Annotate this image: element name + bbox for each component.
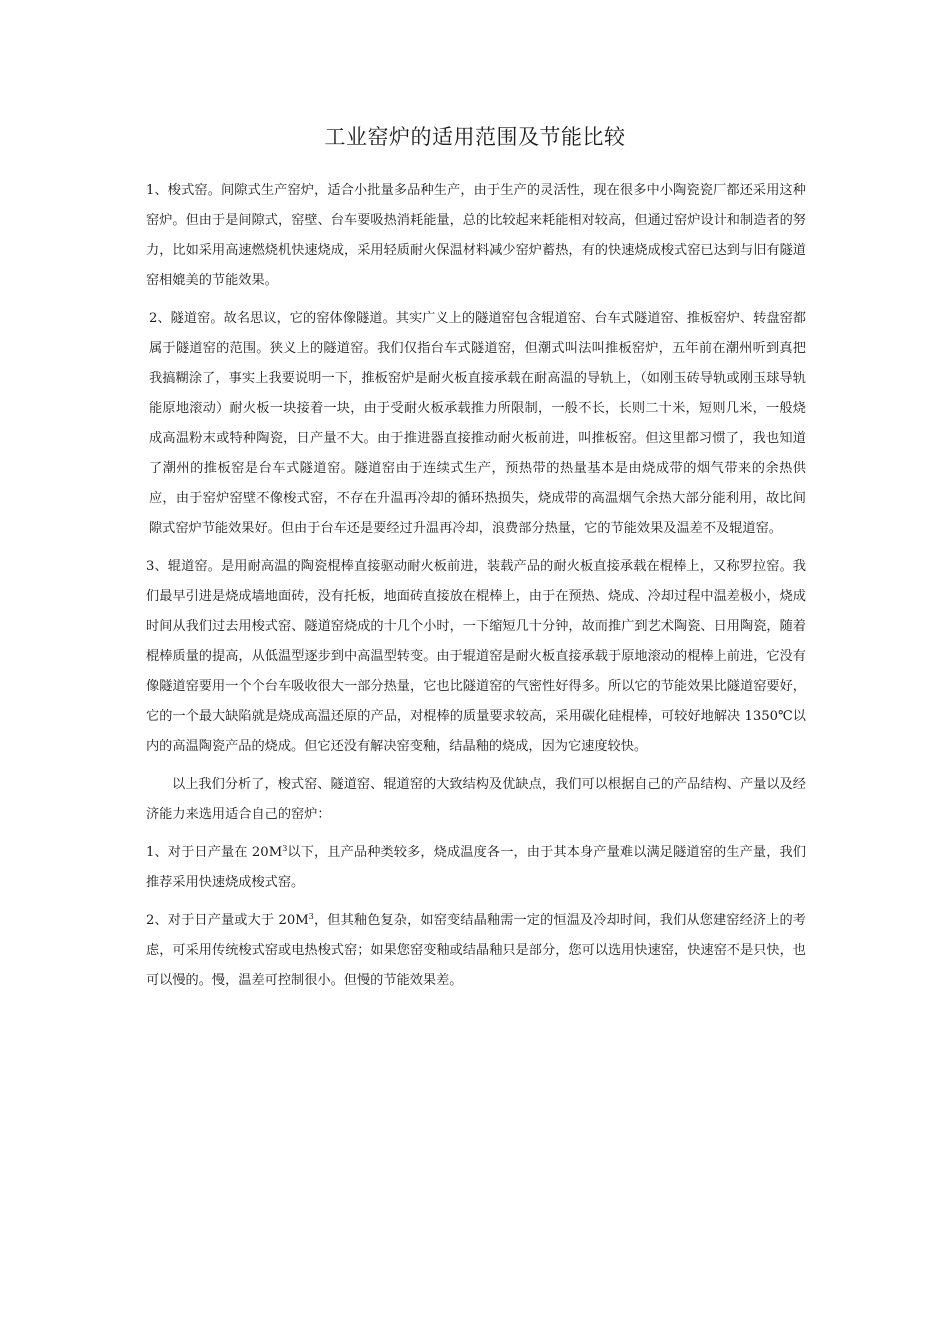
recommendation-1-sup: 3 [282,844,288,853]
recommendation-2-sup: 3 [308,912,314,921]
paragraph-roller-kiln: 3、辊道窑。是用耐高温的陶瓷棍棒直接驱动耐火板前进，装载产品的耐火板直接承载在棍棒上，又称罗拉窑。我们最早引进是烧成墙地面砖，没有托板，地面砖直接放在棍棒上，由于在预热、烧成、冷却过程中温差极小，烧成时间从我们过去用梭式窑、隧道窑烧成的十几个小时，一下缩短几十分钟，故而推广到艺术陶瓷、日用陶瓷，随着棍棒质量的提高，从低温型逐步到中高温型转变。由于辊道窑是耐火板直接承载于原地滚动的棍棒上前进，它没有像隧道窑要用一个个台车吸收很大一部分热量，它也比隧道窑的气密性好得多。所以它的节能效果比隧道窑要好，它的一个最大缺陷就是烧成高温还原的产品，对棍棒的质量要求较高，采用碳化硅棍棒，可较好地解决 1350℃以内的高温陶瓷产品的烧成。但它还没有解决窑变釉，结晶釉的烧成，因为它速度较快。 [146,559,806,754]
recommendation-2 [146,906,806,996]
paragraph-tunnel-kiln: 2、隧道窑。故名思议，它的窑体像隧道。其实广义上的隧道窑包含辊道窑、台车式隧道窑、推板窑炉、转盘窑都属于隧道窑的范围。狭义上的隧道窑。我们仅指台车式隧道窑，但潮式叫法叫推板窑炉，五年前在潮州听到真把我搞糊涂了，事实上我要说明一下，推板窑炉是耐火板直接承载在耐高温的导轨上，（如刚玉砖导轨或刚玉球导轨能原地滚动）耐火板一块接着一块，由于受耐火板承载推力所限制，一般不长，长则二十米，短则几米，一般烧成高温粉末或特种陶瓷，日产量不大。由于推进器直接推动耐火板前进，叫推板窑。但这里都习惯了，我也知道了潮州的推板窑是台车式隧道窑。隧道窑由于连续式生产，预热带的热量基本是由烧成带的烟气带来的余热供应，由于窑炉窑壁不像梭式窑，不存在升温再冷却的循环热损失，烧成带的高温烟气余热大部分能利用，故比间隙式窑炉节能效果好。但由于台车还是要经过升温再冷却，浪费部分热量，它的节能效果及温差不及辊道窑。 [149,311,806,536]
paragraph-summary: 以上我们分析了，梭式窑、隧道窑、辊道窑的大致结构及优缺点，我们可以根据自己的产品结构、产量以及经济能力来选用适合自己的窑炉： [146,777,806,822]
paragraph-shuttle-kiln: 1、梭式窑。间隙式生产窑炉，适合小批量多品种生产，由于生产的灵活性，现在很多中小陶瓷瓷厂都还采用这种窑炉。但由于是间隙式，窑壁、台车要吸热消耗能量，总的比较起来耗能相对较高，但通过窑炉设计和制造者的努力，比如采用高速燃烧机快速烧成，采用轻质耐火保温材料减少窑炉蓄热，有的快速烧成梭式窑已达到与旧有隧道窑相媲美的节能效果。 [146,183,806,288]
recommendation-2-after: ，但其釉色复杂，如窑变结晶釉需一定的恒温及冷却时间，我们从您建窑经济上的考虑，可采用传统梭式窑或电热梭式窑；如果您窑变釉或结晶釉只是部分，您可以选用快速窑，快速窑不是只快，也可以慢的。慢，温差可控制很小。但慢的节能效果差。 [146,913,806,988]
document-body [146,176,806,1004]
recommendation-1-after: 以下，且产品种类较多，烧成温度各一，由于其本身产量难以满足隧道窑的生产量，我们推荐采用快速烧成梭式窑。 [146,845,806,890]
document-title: 工业窑炉的适用范围及节能比较 [324,125,626,149]
recommendation-2-before: 2、对于日产量或大于 20M [146,913,309,928]
recommendation-1 [146,838,806,898]
recommendation-1-before: 1、对于日产量在 20M [146,845,283,860]
